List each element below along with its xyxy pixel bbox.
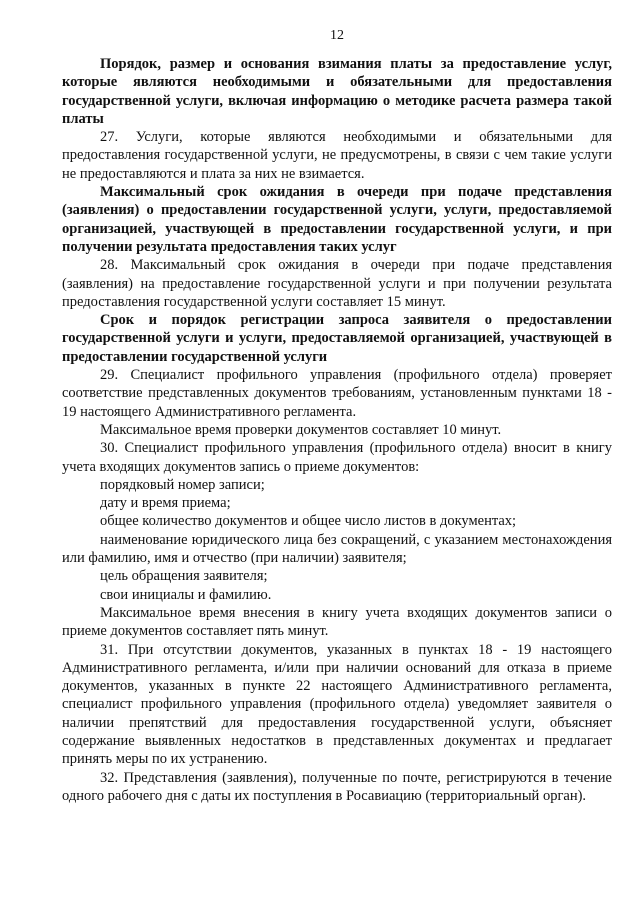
paragraph-27: 27. Услуги, которые являются необходимыми и обязательными для предоставления государственной услуги, не предусмотрены, в связи с чем такие услуги не предоставляются и плата за них не взимается. (62, 129, 612, 182)
list-item: дату и время приема; (100, 495, 231, 512)
paragraph-check-time: Максимальное время проверки документов составляет 10 минут. (100, 421, 502, 438)
document-body (62, 55, 612, 805)
section-heading-fees: Порядок, размер и основания взимания платы за предоставление услуг, которые являются необходимыми и обязательными для предоставления государственной услуги, включая информацию о методике расчета размера такой платы (62, 56, 612, 127)
list-item: общее количество документов и общее число листов в документах; (100, 513, 517, 530)
list-item: цель обращения заявителя; (100, 568, 268, 585)
document-page (62, 0, 612, 905)
paragraph-28: 28. Максимальный срок ожидания в очереди при подаче представления (заявления) на предоставление государственной услуги и при получении результата предоставления государственной услуги составляет 15 минут. (62, 257, 612, 310)
section-heading-registration: Срок и порядок регистрации запроса заявителя о предоставлении государственной услуги и услуги, предоставляемой организацией, участвующей в предоставлении государственной услуги (62, 312, 612, 365)
paragraph-29: 29. Специалист профильного управления (профильного отдела) проверяет соответствие представленных документов требованиям, установленным пунктами 18 - 19 настоящего Административного регламента. (62, 367, 612, 420)
list-item: порядковый номер записи; (100, 476, 265, 493)
list-item: наименование юридического лица без сокращений, с указанием местонахождения или фамилию, имя и отчество (при наличии) заявителя; (62, 531, 612, 567)
paragraph-entry-time: Максимальное время внесения в книгу учета входящих документов записи о приеме документов составляет пять минут. (62, 604, 612, 640)
paragraph-32: 32. Представления (заявления), полученные по почте, регистрируются в течение одного рабочего дня с даты их поступления в Росавиацию (территориальный орган). (62, 769, 612, 804)
page-number: 12 (330, 28, 344, 43)
list-item: свои инициалы и фамилию. (100, 586, 272, 603)
paragraph-30: 30. Специалист профильного управления (профильного отдела) вносит в книгу учета входящих документов запись о приеме документов: (62, 440, 612, 475)
paragraph-31: 31. При отсутствии документов, указанных в пунктах 18 - 19 настоящего Административного регламента, и/или при наличии оснований для отказа в приеме документов, указанных в пункте 22 настоящего Административного регламента, специалист профильного управления (профильного отдела) уведомляет заявителя о наличии препятствий для предоставления государственной услуги, объясняет содержание выявленных недостатков в представленных документах и предлагает принять меры по их устранению. (62, 641, 612, 768)
section-heading-queue-time: Максимальный срок ожидания в очереди при подаче представления (заявления) о предоставлении государственной услуги, услуги, предоставляемой организацией, участвующей в предоставлении государственной услуги, и при получении результата предоставления таких услуг (62, 184, 612, 255)
